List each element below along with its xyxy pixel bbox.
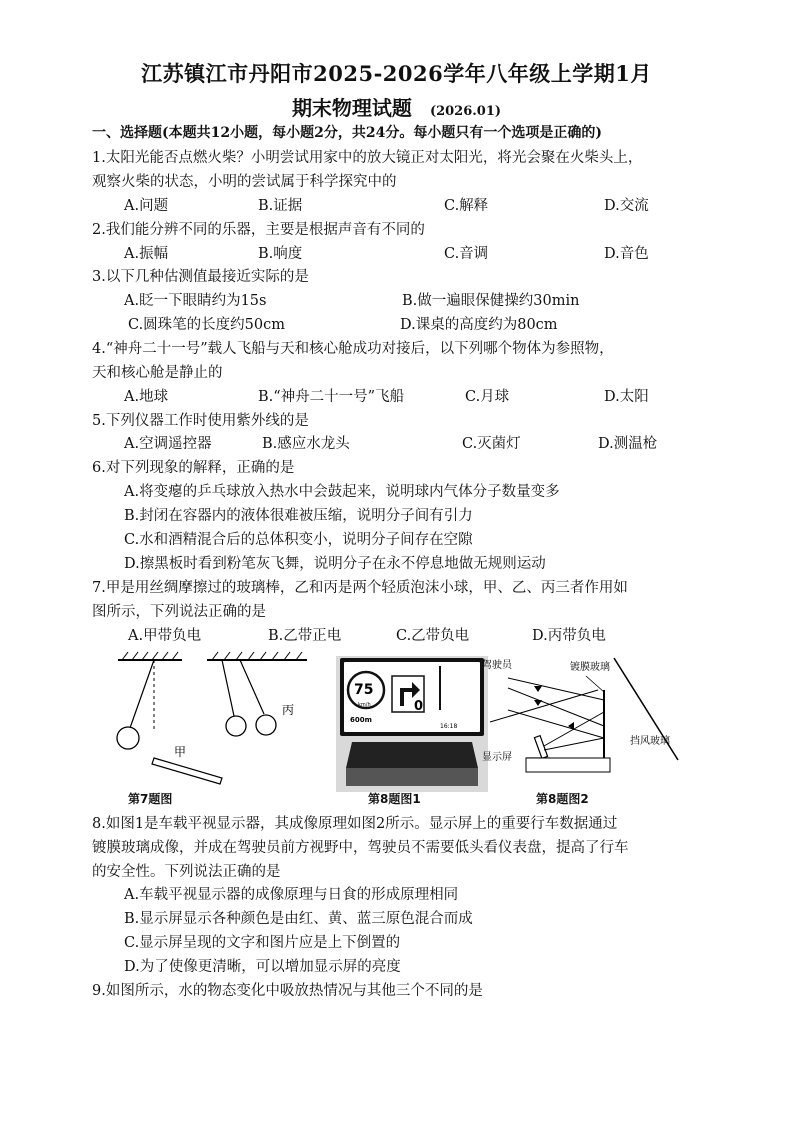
question-5-stem: 5.下列仪器工作时使用紫外线的是: [92, 413, 309, 429]
q3-option-d[interactable]: D.课桌的高度约为80cm: [400, 317, 558, 333]
q4-option-c[interactable]: C.月球: [465, 389, 510, 405]
q8-option-b[interactable]: B.显示屏显示各种颜色是由红、黄、蓝三原色混合而成: [124, 911, 473, 927]
q2-option-a[interactable]: A.振幅: [124, 246, 169, 262]
q6-option-a[interactable]: A.将变瘪的乒乓球放入热水中会鼓起来，说明球内气体分子数量变多: [124, 484, 560, 500]
figure-8-1-caption: 第8题图1: [368, 792, 421, 806]
fig8b-windshield-label: 挡风玻璃: [630, 736, 670, 747]
exam-date: (2026.01): [429, 104, 502, 119]
fig8a-arrow-num: 0: [414, 699, 424, 714]
q1-option-b[interactable]: B.证据: [258, 198, 303, 214]
q3-option-b[interactable]: B.做一遍眼保健操约30min: [402, 293, 580, 309]
q7-option-c[interactable]: C.乙带负电: [396, 628, 470, 644]
q7-option-d[interactable]: D.丙带负电: [532, 628, 606, 644]
q4-option-b[interactable]: B.“神舟二十一号”飞船: [258, 389, 405, 405]
figure-8-hud-principle: [478, 650, 692, 790]
figure-7-pendulums: [112, 650, 322, 800]
q2-option-d[interactable]: D.音色: [604, 246, 649, 262]
fig8a-time: 16:18: [440, 723, 458, 730]
question-8-stem: 8.如图1是车载平视显示器，其成像原理如图2所示。显示屏上的重要行车数据通过: [92, 816, 618, 832]
question-4-stem-cont: 天和核心舱是静止的: [92, 365, 223, 381]
q3-option-c[interactable]: C.圆珠笔的长度约50cm: [128, 317, 286, 333]
exam-subtitle: [0, 92, 793, 121]
q6-option-c[interactable]: C.水和酒精混合后的总体积变小，说明分子间存在空隙: [124, 532, 473, 548]
fig8a-distance: 600m: [350, 716, 372, 724]
fig8b-driver-label: 驾驶员: [482, 660, 512, 671]
question-1-stem-cont: 观察火柴的状态，小明的尝试属于科学探究中的: [92, 174, 397, 190]
question-4-stem: 4.“神舟二十一号”载人飞船与天和核心舱成功对接后，以下列哪个物体为参照物，: [92, 341, 614, 357]
q2-option-b[interactable]: B.响度: [258, 246, 303, 262]
fig8b-coated-glass-label: 镀膜玻璃: [570, 662, 610, 673]
q1-option-d[interactable]: D.交流: [604, 198, 649, 214]
q5-option-d[interactable]: D.测温枪: [598, 436, 658, 452]
q5-option-b[interactable]: B.感应水龙头: [262, 436, 350, 452]
question-8-stem-cont2: 的安全性。下列说法正确的是: [92, 864, 281, 880]
q4-option-a[interactable]: A.地球: [124, 389, 169, 405]
q5-option-c[interactable]: C.灭菌灯: [462, 436, 521, 452]
question-7-stem-cont: 图所示，下列说法正确的是: [92, 604, 266, 620]
q1-option-c[interactable]: C.解释: [444, 198, 489, 214]
q6-option-b[interactable]: B.封闭在容器内的液体很难被压缩，说明分子间有引力: [124, 508, 473, 524]
exam-title: 江苏镇江市丹阳市2025-2026学年八年级上学期1月: [141, 61, 652, 86]
q7-option-b[interactable]: B.乙带正电: [268, 628, 342, 644]
exam-subject: 期末物理试题: [291, 96, 412, 120]
q8-option-d[interactable]: D.为了使像更清晰，可以增加显示屏的亮度: [124, 959, 401, 975]
q4-option-d[interactable]: D.太阳: [604, 389, 649, 405]
question-7-stem: 7.甲是用丝绸摩擦过的玻璃棒，乙和丙是两个轻质泡沫小球，甲、乙、丙三者作用如: [92, 580, 628, 596]
q8-option-c[interactable]: C.显示屏呈现的文字和图片应是上下倒置的: [124, 935, 401, 951]
fig7-label-bing: 丙: [282, 703, 295, 717]
q3-option-a[interactable]: A.眨一下眼睛约为15s: [124, 293, 267, 309]
q5-option-a[interactable]: A.空调遥控器: [124, 436, 212, 452]
figure-8-2-caption: 第8题图2: [536, 792, 589, 806]
fig8a-speed: 75: [354, 682, 374, 698]
fig7-label-jia: 甲: [174, 745, 187, 759]
fig8b-screen-label: 显示屏: [482, 752, 512, 763]
figure-8-hud-display: [336, 650, 488, 792]
question-9-stem: 9.如图所示，水的物态变化中吸放热情况与其他三个不同的是: [92, 983, 483, 999]
q8-option-a[interactable]: A.车载平视显示器的成像原理与日食的形成原理相同: [124, 887, 459, 903]
fig8a-unit: km/h: [358, 702, 371, 708]
q1-option-a[interactable]: A.问题: [124, 198, 169, 214]
question-2-stem: 2.我们能分辨不同的乐器，主要是根据声音有不同的: [92, 222, 425, 238]
question-1-stem: 1.太阳光能否点燃火柴？小明尝试用家中的放大镜正对太阳光，将光会聚在火柴头上，: [92, 150, 643, 166]
question-3-stem: 3.以下几种估测值最接近实际的是: [92, 269, 309, 285]
figure-7-caption: 第7题图: [128, 792, 173, 806]
question-8-stem-cont1: 镀膜玻璃成像，并成在驾驶员前方视野中，驾驶员不需要低头看仪表盘，提高了行车: [92, 840, 629, 856]
q7-option-a[interactable]: A.甲带负电: [128, 628, 202, 644]
q6-option-d[interactable]: D.擦黑板时看到粉笔灰飞舞，说明分子在永不停息地做无规则运动: [124, 556, 546, 572]
q2-option-c[interactable]: C.音调: [444, 246, 489, 262]
question-6-stem: 6.对下列现象的解释，正确的是: [92, 460, 295, 476]
section-heading: 一、选择题(本题共12小题，每小题2分，共24分。每小题只有一个选项是正确的): [92, 125, 602, 141]
